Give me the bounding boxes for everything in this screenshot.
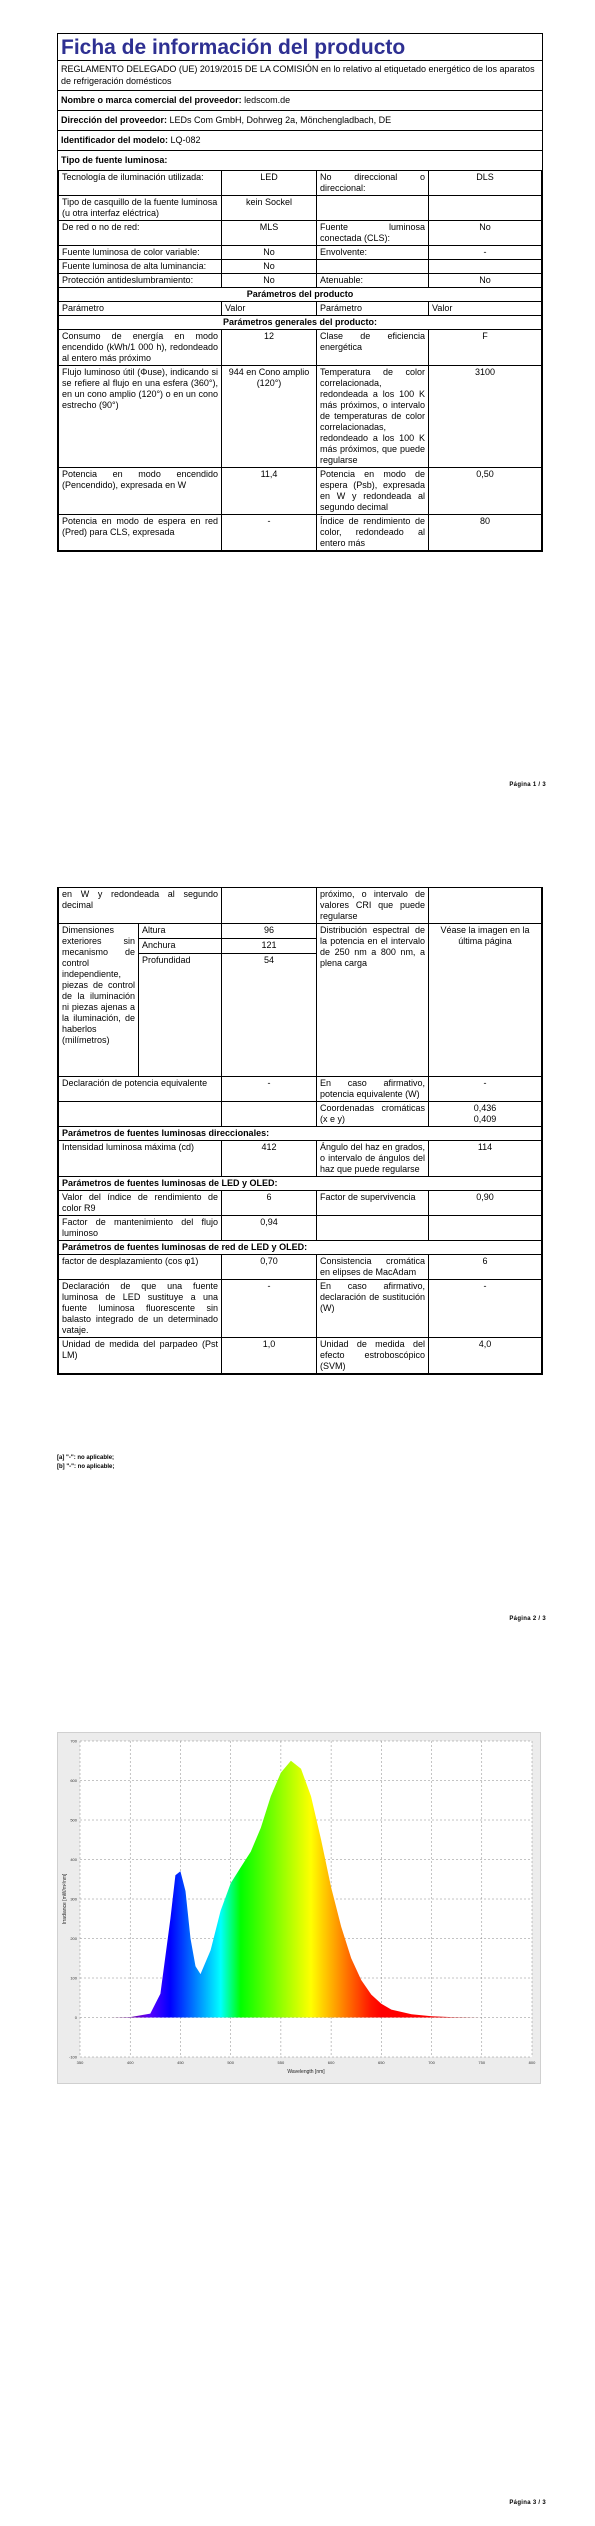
param-value: 11,4 bbox=[222, 468, 317, 515]
product-params-header bbox=[59, 288, 542, 302]
param-value: LED bbox=[222, 171, 317, 196]
y-tick-label: 600 bbox=[70, 1778, 77, 1783]
supplier-name-row bbox=[58, 91, 542, 111]
param-value bbox=[429, 260, 542, 274]
param-label: factor de desplazamiento (cos φ1) bbox=[59, 1255, 222, 1280]
table-row bbox=[59, 274, 542, 288]
param-value: - bbox=[429, 1280, 542, 1338]
param-value: - bbox=[429, 1077, 542, 1102]
param-value: 80 bbox=[429, 515, 542, 551]
product-params-label: Parámetros del producto bbox=[59, 288, 542, 302]
footnote-a: [a] "-": no aplicable; bbox=[57, 1455, 115, 1461]
param-value bbox=[222, 1102, 317, 1127]
table-row bbox=[59, 1191, 542, 1216]
y-tick-label: 400 bbox=[70, 1857, 77, 1862]
param-value: 12 bbox=[222, 330, 317, 366]
param-label: Potencia en modo encendido (Pencendido), expresada en W bbox=[59, 468, 222, 515]
param-value: 6 bbox=[222, 1191, 317, 1216]
table-row bbox=[59, 366, 542, 468]
rows-a bbox=[59, 1077, 542, 1127]
continued-cell-4 bbox=[429, 888, 542, 924]
page-number: Página 3 / 3 bbox=[509, 2500, 546, 2506]
directional-cell-1: Intensidad luminosa máxima (cd) bbox=[59, 1141, 222, 1177]
info-table-continued bbox=[58, 887, 542, 1374]
param-label: Declaración de potencia equivalente bbox=[59, 1077, 222, 1102]
param-label: Protección antideslumbramiento: bbox=[59, 274, 222, 288]
param-value: kein Sockel bbox=[222, 196, 317, 221]
supplier-address-value: LEDs Com GmbH, Dohrweg 2a, Mönchengladbach, DE bbox=[169, 115, 392, 125]
param-header-row bbox=[59, 302, 542, 316]
param-value: DLS bbox=[429, 171, 542, 196]
param-value: No bbox=[429, 274, 542, 288]
x-tick-label: 650 bbox=[377, 2060, 385, 2065]
footnotes bbox=[57, 1454, 114, 1472]
x-tick-label: 750 bbox=[478, 2060, 486, 2065]
y-axis-label: Irradiance [mW/m²/nm] bbox=[62, 1873, 68, 1925]
param-value: F bbox=[429, 330, 542, 366]
model-value: LQ-082 bbox=[170, 135, 201, 145]
directional-cell-4: 114 bbox=[429, 1141, 542, 1177]
y-tick-label: 500 bbox=[70, 1817, 77, 1823]
page-number: Página 1 / 3 bbox=[509, 782, 546, 788]
param-label: Valor del índice de rendimiento de color R9 bbox=[59, 1191, 222, 1216]
param-label: Unidad de medida del parpadeo (Pst LM) bbox=[59, 1338, 222, 1374]
param-label: Coordenadas cromáticas (x e y) bbox=[317, 1102, 429, 1127]
table-row bbox=[59, 1255, 542, 1280]
param-label: Potencia en modo de espera (Psb), expresada en W y redondeada al segundo decimal bbox=[317, 468, 429, 515]
param-label: Consistencia cromática en elipses de MacAdam bbox=[317, 1255, 429, 1280]
mains-params-header bbox=[59, 1241, 542, 1255]
mains-params-label: Parámetros de fuentes luminosas de red de LED y OLED: bbox=[59, 1241, 542, 1255]
spectral-label: Distribución espectral de la potencia en el intervalo de 250 nm a 800 nm, a plena carga bbox=[317, 924, 429, 1077]
y-tick-label: 300 bbox=[70, 1896, 77, 1902]
param-label: De red o no de red: bbox=[59, 221, 222, 246]
x-tick-label: 700 bbox=[428, 2060, 435, 2065]
param-value: - bbox=[222, 1280, 317, 1338]
x-axis-label: Wavelength [nm] bbox=[287, 2069, 325, 2075]
y-tick-label: -100 bbox=[68, 2054, 77, 2060]
dim-name-height: Altura bbox=[139, 924, 222, 939]
param-label bbox=[317, 260, 429, 274]
param-header-4: Valor bbox=[429, 302, 542, 316]
param-value: 0,90 bbox=[429, 1191, 542, 1216]
param-value: No bbox=[429, 221, 542, 246]
param-label: Índice de rendimiento de color, redondeado al entero más bbox=[317, 515, 429, 551]
x-tick-label: 800 bbox=[528, 2060, 536, 2065]
param-label: No direccional o direccional: bbox=[317, 171, 429, 196]
param-value: 0,70 bbox=[222, 1255, 317, 1280]
param-value: - bbox=[222, 1077, 317, 1102]
table-row bbox=[59, 196, 542, 221]
page-number: Página 2 / 3 bbox=[509, 1616, 546, 1622]
dim-value-width: 121 bbox=[222, 939, 317, 954]
param-label bbox=[317, 196, 429, 221]
param-label: En caso afirmativo, potencia equivalente (W) bbox=[317, 1077, 429, 1102]
param-label bbox=[59, 1102, 222, 1127]
param-value: 0,436 0,409 bbox=[429, 1102, 542, 1127]
param-label: Potencia en modo de espera en red (Pred) para CLS, expresada bbox=[59, 515, 222, 551]
x-tick-label: 550 bbox=[277, 2060, 285, 2065]
param-label: Fuente luminosa de alta luminancia: bbox=[59, 260, 222, 274]
param-label: Temperatura de color correlacionada, redondeada a los 100 K más próximos, o intervalo de temperaturas de color correlacionadas, redondeado a los 100 K más próximos, que puede regularse bbox=[317, 366, 429, 468]
table-row bbox=[59, 260, 542, 274]
page-title: Ficha de información del producto bbox=[58, 34, 542, 61]
param-value: 4,0 bbox=[429, 1338, 542, 1374]
table-row bbox=[59, 515, 542, 551]
param-value: 6 bbox=[429, 1255, 542, 1280]
param-header-1: Parámetro bbox=[59, 302, 222, 316]
param-value: 944 en Cono amplio (120°) bbox=[222, 366, 317, 468]
param-label: Flujo luminoso útil (Φuse), indicando si se refiere al flujo en una esfera (360°), en un cono amplio (120°) o en un cono estrecho (90°) bbox=[59, 366, 222, 468]
table-row bbox=[59, 330, 542, 366]
general-params-header bbox=[59, 316, 542, 330]
param-label: Fuente luminosa de color variable: bbox=[59, 246, 222, 260]
y-tick-label: 0 bbox=[74, 2015, 77, 2020]
type-label: Tipo de fuente luminosa: bbox=[61, 155, 168, 165]
param-value bbox=[429, 196, 542, 221]
param-value: No bbox=[222, 246, 317, 260]
table-row bbox=[59, 246, 542, 260]
dimensions-row bbox=[59, 924, 542, 939]
page-3 bbox=[0, 1640, 595, 2526]
spectral-chart-svg bbox=[58, 1733, 540, 2083]
table-row bbox=[59, 1077, 542, 1102]
continued-cell-3: próximo, o intervalo de valores CRI que puede regularse bbox=[317, 888, 429, 924]
param-label: Tipo de casquillo de la fuente luminosa (u otra interfaz eléctrica) bbox=[59, 196, 222, 221]
y-tick-label: 700 bbox=[70, 1738, 77, 1744]
param-value bbox=[429, 1216, 542, 1241]
x-tick-label: 600 bbox=[327, 2060, 335, 2065]
directional-cell-3: Ángulo del haz en grados, o intervalo de ángulos del haz que puede regularse bbox=[317, 1141, 429, 1177]
y-tick-label: 100 bbox=[70, 1975, 77, 1981]
table-row bbox=[59, 1216, 542, 1241]
general-params-label: Parámetros generales del producto: bbox=[59, 316, 542, 330]
param-label: Declaración de que una fuente luminosa de LED sustituye a una fuente luminosa fluorescente sin balasto integrado de un determinado vataje. bbox=[59, 1280, 222, 1338]
x-tick-label: 350 bbox=[76, 2060, 84, 2065]
table-row bbox=[59, 1102, 542, 1127]
type-row bbox=[58, 151, 542, 170]
param-label: En caso afirmativo, declaración de sustitución (W) bbox=[317, 1280, 429, 1338]
table-row bbox=[59, 468, 542, 515]
dimensions-label: Dimensiones exteriores sin mecanismo de control independiente, piezas de control de la iluminación ni piezas ajenas a la iluminación, de haberlos (milímetros) bbox=[59, 924, 139, 1077]
directional-row bbox=[59, 1141, 542, 1177]
param-label bbox=[317, 1216, 429, 1241]
led-params-header bbox=[59, 1177, 542, 1191]
dim-value-depth: 54 bbox=[222, 954, 317, 1077]
led-rows bbox=[59, 1191, 542, 1241]
param-header-3: Parámetro bbox=[317, 302, 429, 316]
type-rows bbox=[59, 171, 542, 288]
supplier-address-row bbox=[58, 111, 542, 131]
supplier-address-label: Dirección del proveedor: bbox=[61, 115, 168, 125]
param-value: MLS bbox=[222, 221, 317, 246]
directional-cell-2: 412 bbox=[222, 1141, 317, 1177]
param-value: 3100 bbox=[429, 366, 542, 468]
param-value: 0,50 bbox=[429, 468, 542, 515]
table-row bbox=[59, 221, 542, 246]
param-label: Clase de eficiencia energética bbox=[317, 330, 429, 366]
param-label: Unidad de medida del efecto estroboscópico (SVM) bbox=[317, 1338, 429, 1374]
table-row bbox=[59, 1338, 542, 1374]
supplier-name-label: Nombre o marca comercial del proveedor: bbox=[61, 95, 242, 105]
spectral-power-chart bbox=[57, 1732, 541, 2084]
model-row bbox=[58, 131, 542, 151]
page-1 bbox=[0, 0, 595, 800]
spectral-value: Véase la imagen en la última página bbox=[429, 924, 542, 1077]
product-sheet-frame-continued bbox=[57, 887, 543, 1375]
regulation-text: REGLAMENTO DELEGADO (UE) 2019/2015 DE LA COMISIÓN en lo relativo al etiquetado energético de los aparatos de refrigeración domésticos bbox=[58, 61, 542, 91]
param-label: Fuente luminosa conectada (CLS): bbox=[317, 221, 429, 246]
continued-cell-2 bbox=[222, 888, 317, 924]
model-label: Identificador del modelo: bbox=[61, 135, 169, 145]
table-row bbox=[59, 171, 542, 196]
mains-rows bbox=[59, 1255, 542, 1374]
continued-row bbox=[59, 888, 542, 924]
directional-params-label: Parámetros de fuentes luminosas direccionales: bbox=[59, 1127, 542, 1141]
param-header-2: Valor bbox=[222, 302, 317, 316]
continued-cell-1: en W y redondeada al segundo decimal bbox=[59, 888, 222, 924]
info-table bbox=[58, 170, 542, 551]
supplier-name-value: ledscom.de bbox=[244, 95, 291, 105]
param-label: Factor de supervivencia bbox=[317, 1191, 429, 1216]
param-value: 1,0 bbox=[222, 1338, 317, 1374]
general-rows bbox=[59, 330, 542, 551]
param-value: 0,94 bbox=[222, 1216, 317, 1241]
dim-value-height: 96 bbox=[222, 924, 317, 939]
page-2 bbox=[0, 800, 595, 1640]
footnote-b: [b] "-": no aplicable; bbox=[57, 1464, 115, 1470]
dim-name-depth: Profundidad bbox=[139, 954, 222, 1077]
dim-name-width: Anchura bbox=[139, 939, 222, 954]
x-tick-label: 500 bbox=[227, 2060, 235, 2065]
param-label: Envolvente: bbox=[317, 246, 429, 260]
param-value: - bbox=[429, 246, 542, 260]
led-params-label: Parámetros de fuentes luminosas de LED y OLED: bbox=[59, 1177, 542, 1191]
x-tick-label: 450 bbox=[177, 2060, 184, 2065]
param-label: Factor de mantenimiento del flujo luminoso bbox=[59, 1216, 222, 1241]
x-tick-label: 400 bbox=[126, 2060, 134, 2065]
param-value: - bbox=[222, 515, 317, 551]
param-label: Atenuable: bbox=[317, 274, 429, 288]
param-label: Consumo de energía en modo encendido (kWh/1 000 h), redondeado al entero más próximo bbox=[59, 330, 222, 366]
directional-params-header bbox=[59, 1127, 542, 1141]
param-label: Tecnología de iluminación utilizada: bbox=[59, 171, 222, 196]
param-value: No bbox=[222, 260, 317, 274]
y-tick-label: 200 bbox=[70, 1936, 77, 1941]
table-row bbox=[59, 1280, 542, 1338]
param-value: No bbox=[222, 274, 317, 288]
product-sheet-frame bbox=[57, 33, 543, 552]
